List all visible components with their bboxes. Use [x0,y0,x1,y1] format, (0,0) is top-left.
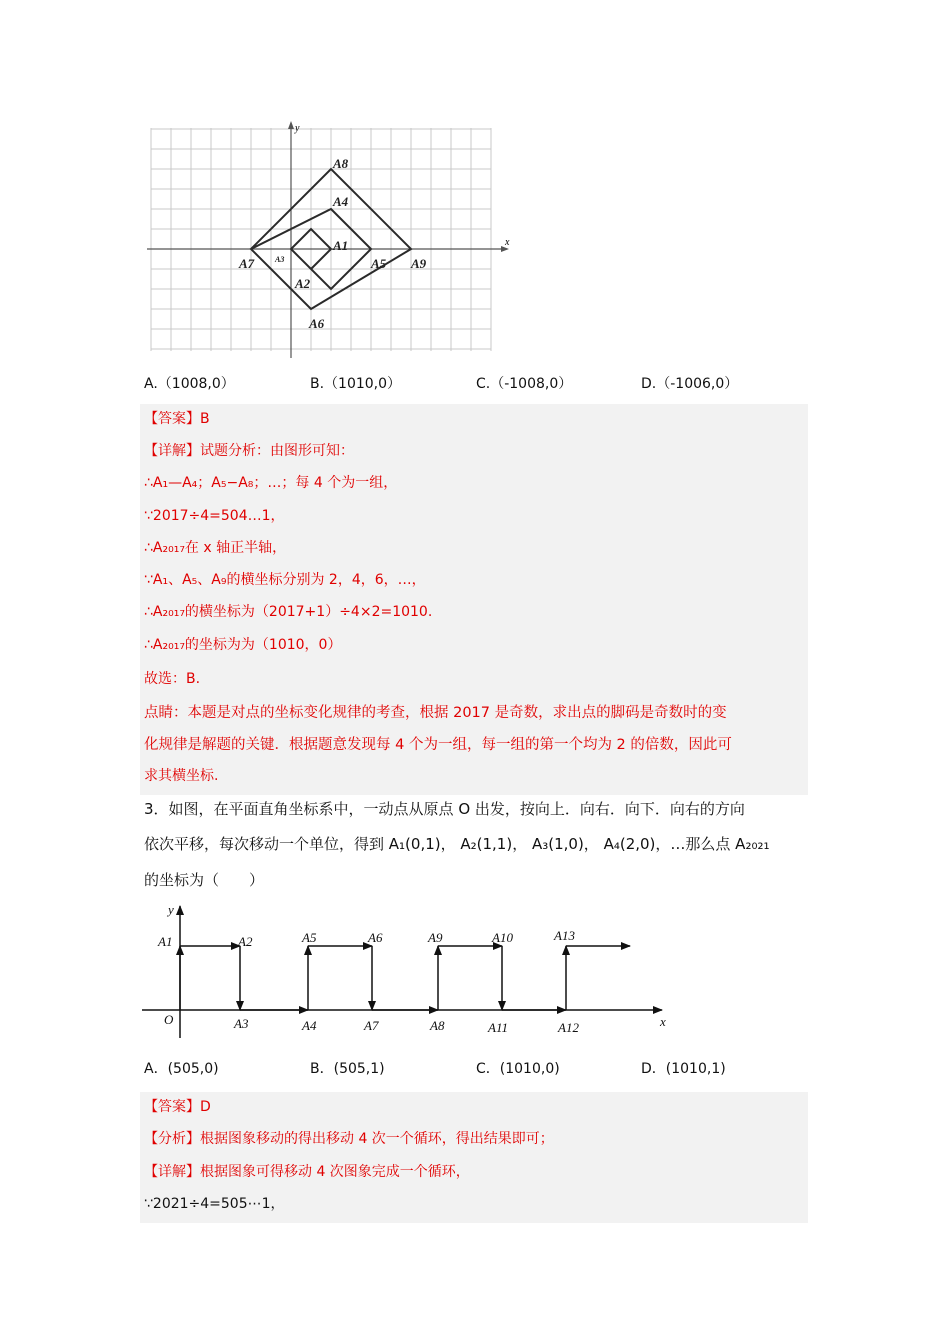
label-a4: A4 [333,194,349,209]
fig2-y-label: y [168,902,174,917]
fig2-label-a12: A12 [558,1020,579,1035]
fig2-label-a3: A3 [234,1016,249,1031]
q3-option-b[interactable]: B．(505,1) [310,1061,385,1077]
label-a6: A6 [309,316,325,331]
option-b[interactable]: B.（1010,0） [310,376,402,392]
q2-line6: ∴A₂₀₁₇的坐标为为（1010，0） [144,637,342,653]
fig2-label-a11: A11 [488,1020,508,1035]
fig2-x-label: x [660,1014,666,1029]
option-d[interactable]: D.（-1006,0） [641,376,739,392]
q3-detail: 【详解】根据图象可得移动 4 次图象完成一个循环， [144,1164,470,1180]
option-c[interactable]: C.（-1008,0） [476,376,573,392]
label-a3: A3 [275,255,285,264]
label-a8: A8 [333,156,349,171]
q2-line2: ∵2017÷4=504…1， [144,508,285,524]
q2-answer: 【答案】B [144,411,210,427]
label-a2: A2 [295,276,311,291]
q3-answer: 【答案】D [144,1099,211,1115]
q3-line2: 依次平移，每次移动一个单位，得到 A₁(0,1)， A₂(1,1)， A₃(1,0)， A₄(2,0)，…那么点 A₂₀₂₁ [144,835,770,853]
fig2-label-a1: A1 [158,934,173,949]
q2-line5: ∴A₂₀₁₇的横坐标为（2017+1）÷4×2=1010. [144,604,433,620]
q3-analysis: 【分析】根据图象移动的得出移动 4 次一个循环，得出结果即可； [144,1131,554,1147]
fig2-label-a5: A5 [302,930,317,945]
fig2-label-a9: A9 [428,930,443,945]
spiral-grid-figure [143,118,523,363]
q2-remark-line3: 求其横坐标. [144,768,219,784]
q3-option-c[interactable]: C．(1010,0) [476,1061,560,1077]
label-a1: A1 [333,238,349,253]
q3-option-a[interactable]: A．(505,0) [144,1061,219,1077]
option-a[interactable]: A.（1008,0） [144,376,235,392]
fig2-origin-label: O [164,1012,174,1027]
x-axis-label: x [505,237,510,248]
q2-remark-line1: 点睛：本题是对点的坐标变化规律的考查，根据 2017 是奇数，求出点的脚码是奇数时的变 [144,705,727,721]
fig2-label-a8: A8 [430,1018,445,1033]
fig2-label-a4: A4 [302,1018,317,1033]
q2-detail: 【详解】试题分析：由图形可知： [144,443,354,459]
q3-line1: ∵2021÷4=505⋯1， [144,1196,285,1212]
q2-line3: ∴A₂₀₁₇在 x 轴正半轴， [144,540,287,556]
fig2-label-a13: A13 [554,928,575,943]
q3-option-d[interactable]: D．(1010,1) [641,1061,726,1077]
label-a5: A5 [371,256,387,271]
label-a7: A7 [239,256,255,271]
fig2-label-a10: A10 [492,930,513,945]
y-axis-label: y [295,123,300,134]
fig2-label-a7: A7 [364,1018,379,1033]
q3-line1: 3．如图，在平面直角坐标系中，一动点从原点 O 出发，按向上．向右．向下．向右的方向 [144,800,745,818]
q2-remark-line2: 化规律是解题的关键．根据题意发现每 4 个为一组，每一组的第一个均为 2 的倍数，因此可 [144,737,732,753]
fig2-label-a6: A6 [368,930,383,945]
q2-line4: ∵A₁、A₅、A₉的横坐标分别为 2，4，6，…， [144,572,426,588]
step-path-figure [140,898,680,1046]
q2-line7: 故选：B. [144,671,201,687]
fig2-label-a2: A2 [238,934,253,949]
q2-line1: ∴A₁—A₄；A₅−A₈；…；每 4 个为一组， [144,475,398,491]
label-a9: A9 [411,256,427,271]
q3-line3: 的坐标为（ ） [144,871,265,889]
